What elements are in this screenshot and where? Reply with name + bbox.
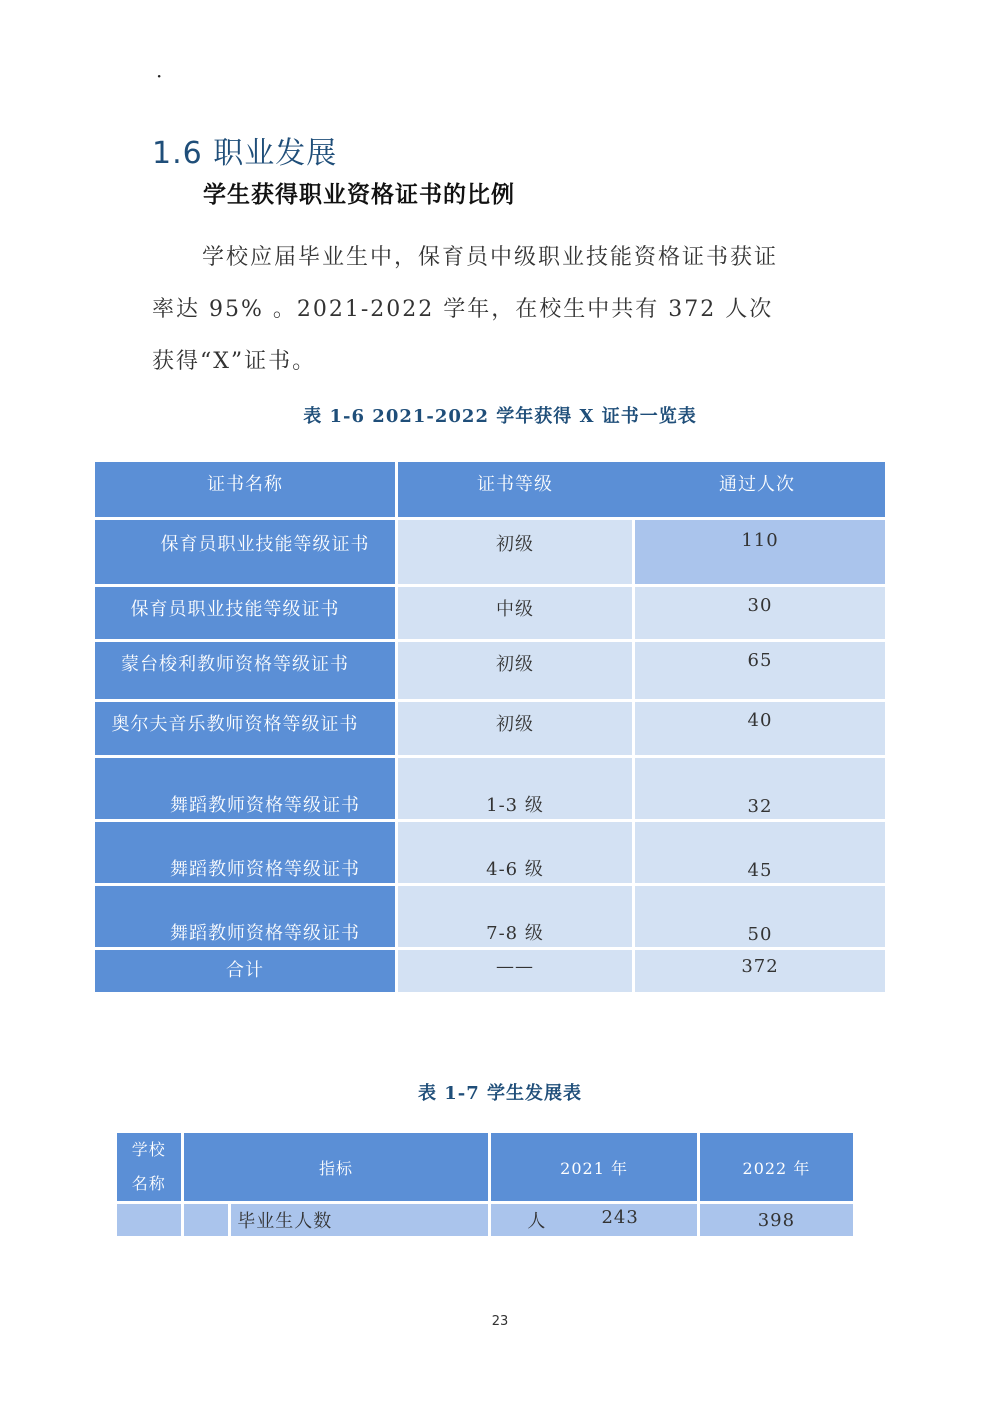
cell-cert-name: 保育员职业技能等级证书 <box>95 587 395 639</box>
cell-unit: 人 <box>527 1211 547 1232</box>
cell-pass-count: 32 <box>635 758 885 819</box>
table-header-row <box>117 1133 853 1201</box>
cell-indicator: 毕业生人数 <box>231 1204 488 1236</box>
cell-cert-level: 4-6 级 <box>398 822 632 883</box>
student-development-table <box>114 1130 856 1239</box>
cell-total-label: 合计 <box>95 950 395 992</box>
cell-cert-level: 初级 <box>398 702 632 755</box>
header-school-line1: 学校 <box>131 1140 166 1159</box>
cell-pass-count: 45 <box>635 822 885 883</box>
table-row <box>95 758 885 819</box>
cell-total-count: 372 <box>635 950 885 992</box>
table-header-row <box>95 462 885 517</box>
table-row <box>95 642 885 699</box>
table-row <box>95 702 885 755</box>
top-mark: · <box>156 64 163 88</box>
cell-cert-name: 舞蹈教师资格等级证书 <box>95 822 395 883</box>
header-2021: 2021 年 <box>491 1133 697 1201</box>
subsection-title: 学生获得职业资格证书的比例 <box>203 182 515 208</box>
cell-pass-count: 40 <box>635 702 885 755</box>
certificate-table <box>92 459 888 995</box>
table-row <box>95 520 885 584</box>
table1-caption: 表 1-6 2021-2022 学年获得 X 证书一览表 <box>303 406 697 427</box>
table-total-row <box>95 950 885 992</box>
header-2022: 2022 年 <box>700 1133 853 1201</box>
cell-total-level: —— <box>398 950 632 992</box>
cell-cert-level: 1-3 级 <box>398 758 632 819</box>
cell-pass-count: 30 <box>635 587 885 639</box>
cell-cert-level: 初级 <box>398 520 632 584</box>
cell-cert-name: 保育员职业技能等级证书 <box>95 520 395 584</box>
table-row <box>95 822 885 883</box>
table-row <box>95 587 885 639</box>
cell-school-name <box>117 1204 181 1236</box>
cell-2021 <box>491 1204 697 1236</box>
cell-cert-level: 初级 <box>398 642 632 699</box>
table-row <box>95 886 885 947</box>
header-school-line2: 名称 <box>131 1174 166 1193</box>
cell-2021-value: 243 <box>601 1207 639 1228</box>
cell-blank <box>184 1204 229 1236</box>
cell-cert-name: 奥尔夫音乐教师资格等级证书 <box>95 702 395 755</box>
page-number: 23 <box>491 1314 509 1329</box>
table-row <box>117 1204 853 1236</box>
section-title: 1.6 职业发展 <box>152 136 338 171</box>
header-cert-level: 证书等级 <box>477 474 553 495</box>
cell-pass-count: 50 <box>635 886 885 947</box>
header-cert-name: 证书名称 <box>95 462 395 517</box>
header-pass-count: 通过人次 <box>719 474 795 495</box>
paragraph-text: 学校应届毕业生中，保育员中级职业技能资格证书获证率达 95% 。2021-2022 学年，在校生中共有 372 人次获得“X”证书。 <box>152 245 779 374</box>
header-indicator: 指标 <box>184 1133 489 1201</box>
cell-pass-count: 65 <box>635 642 885 699</box>
header-school-name <box>117 1133 181 1201</box>
cell-cert-name: 舞蹈教师资格等级证书 <box>95 758 395 819</box>
body-paragraph <box>152 232 782 388</box>
header-level-count <box>398 462 885 517</box>
cell-cert-name: 舞蹈教师资格等级证书 <box>95 886 395 947</box>
cell-cert-level: 7-8 级 <box>398 886 632 947</box>
cell-2022-value: 398 <box>700 1204 853 1236</box>
table2-caption: 表 1-7 学生发展表 <box>417 1083 583 1104</box>
cell-cert-name: 蒙台梭利教师资格等级证书 <box>95 642 395 699</box>
cell-cert-level: 中级 <box>398 587 632 639</box>
cell-pass-count: 110 <box>635 520 885 584</box>
